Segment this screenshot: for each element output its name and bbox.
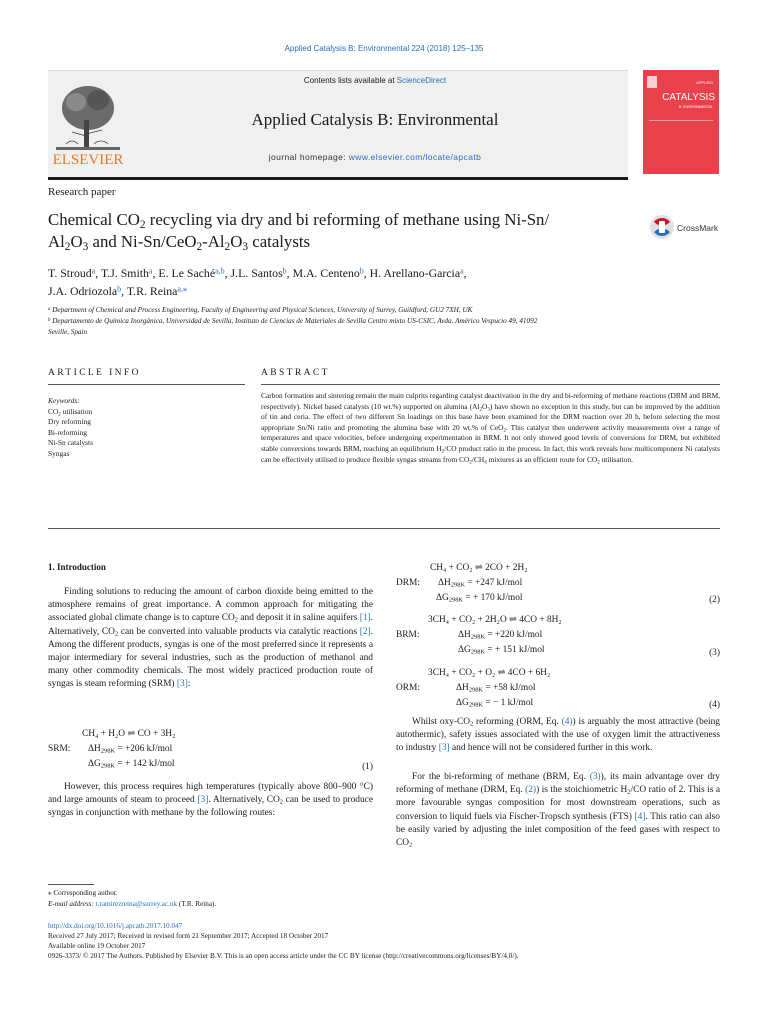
author-affiliation-marker[interactable]: b <box>117 284 122 294</box>
equation-label: BRM: <box>396 630 420 640</box>
article-type: Research paper <box>48 186 116 198</box>
corresponding-author-note: ⁎ Corresponding author. <box>48 889 118 897</box>
crossmark-icon <box>648 210 724 244</box>
affiliation-text: Seville, Spain <box>48 328 88 336</box>
abstract-text: Carbon formation and sintering remain the main culprits regarding catalyst deactivation in the dry and bi-reforming of methane reactions (DRM and BRM, respectively). Nickel based catalysts (10 wt.%) supported on alumina $(Al_2O_3)$ have shown no exception in this study, but can be improved by the addition of tin and ceria. The effect of two different Sn loadings on this base have been examined for the DRM reaction over 20 h, before selecting the most appropriate Sn/Ni ratio and promoting the alumina base with 20 wt.% of CeO$_2$. This catalyst then underwent activity measurements over a range of temperatures and space velocities, before undergoing experimentation in BRM. It not only showed good levels of conversions for DRM, but exhibited stable conversions towards BRM, reaching an equilibrium $H_2/CO$ product ratio in the process. In fact, this work reveals how multicomponent Ni catalysts can be effectively utilised to produce flexible syngas streams from $CO_2/CH_4$ mixtures as an efficient route for $CO_2$ utilisation. <box>261 391 720 465</box>
author-name[interactable]: E. Le Saché <box>158 266 216 280</box>
author-affiliation-marker[interactable]: b <box>282 266 287 276</box>
equation-reaction: CH₄ + H₂O ⇌ CO + 3H₂ <box>82 729 176 739</box>
journal-reference-link[interactable]: Applied Catalysis B: Environmental 224 (2018) 125–135 <box>284 44 484 53</box>
available-online: Available online 19 October 2017 <box>48 942 146 950</box>
affiliation <box>48 305 688 316</box>
citation-link[interactable]: [3] <box>176 679 188 690</box>
homepage-label: journal homepage: <box>268 152 349 162</box>
footnotes <box>48 888 216 910</box>
divider <box>261 384 720 385</box>
equation-label: SRM: <box>48 744 71 754</box>
author-affiliation-marker[interactable]: a <box>460 266 464 276</box>
equation-srm <box>48 727 373 773</box>
equation-brm <box>396 613 720 659</box>
equation-drm <box>396 561 720 607</box>
equation-reaction: 3CH₄ + CO₂ + 2H₂O ⇌ 4CO + 8H₂ <box>428 615 562 625</box>
author-name[interactable]: T.J. Smith <box>100 266 149 280</box>
equation-number: (4) <box>709 700 720 710</box>
author-list <box>48 264 648 300</box>
abstract-heading: ABSTRACT <box>261 368 330 378</box>
author-name[interactable]: T. Stroud <box>48 266 92 280</box>
contents-prefix: Contents lists available at <box>303 76 397 85</box>
intro-paragraph: However, this process requires high temperatures (typically above 800–900 °C) and large amounts of steam to proceed [3]. Alternatively, $CO_2$ can be used to produce syngas in conjunction with methane by the following routes: <box>48 782 374 819</box>
keyword-item: Ni-Sn catalysts <box>48 438 93 448</box>
publication-info <box>48 921 728 961</box>
keywords-block <box>48 396 248 460</box>
copyright-line: 0926-3373/ © 2017 The Authors. Published by Elsevier B.V. This is an open access article under the CC BY license (http://creativecommons.org/licenses/BY/4.0/). <box>48 952 519 960</box>
author-affiliation-marker[interactable]: a,⁎ <box>177 284 187 294</box>
section-heading-introduction: 1. Introduction <box>48 562 106 572</box>
body-paragraph: For the bi-reforming of methane (BRM, Eq. (3)), its main advantage over dry reforming of methane (DRM, Eq. (2)) is the stoichiometric $H_2/CO$ ratio of 2. This is a more favourable syngas composition for most downstream operations, such as conversion to liquid fuels via Fischer-Tropsch synthesis (FTS) [4]. This ratio can also be easily varied by adjusting the inlet composition of the feed gases with respect to $CO_2$ <box>396 772 721 849</box>
citation-link[interactable]: [1] <box>359 613 371 624</box>
citation-link[interactable]: [3] <box>197 795 209 806</box>
title-part: $Al_2O_3$ and $Ni-Sn/CeO_2-Al_2O_3$ catalysts <box>48 232 311 253</box>
equation-link[interactable]: (3) <box>589 772 601 782</box>
author-affiliation-marker[interactable]: a <box>91 266 96 276</box>
equation-gibbs: $\Delta G_{298K}$ = − 1 kJ/mol <box>456 698 534 709</box>
divider <box>48 384 245 385</box>
footnote-divider <box>48 884 94 885</box>
paragraph-end: following routes: <box>210 808 276 819</box>
body-paragraph: Whilst oxy-$CO_2$ reforming (ORM, Eq. (4)) is arguably the most attractive (being autothermic), safety issues associated with the use of oxygen limit the attractiveness to industry [3] and hence will not be considered further in this work. <box>396 717 720 754</box>
equation-reaction: 3CH₄ + CO₂ + O₂ ⇌ 4CO + 6H₂ <box>428 668 551 678</box>
equation-enthalpy: $\Delta H_{298K} = +206$ kJ/mol <box>88 744 173 755</box>
homepage-link[interactable]: www.elsevier.com/locate/apcatb <box>348 152 482 162</box>
equation-reaction: CH₄ + CO₂ ⇌ 2CO + 2H₂ <box>430 563 528 573</box>
sciencedirect-link[interactable]: ScienceDirect <box>396 76 447 85</box>
journal-name: Applied Catalysis B: Environmental <box>251 110 499 129</box>
affiliation-text: Departamento de Química Inorgánica, Universidad de Sevilla, Instituto de Ciencias de Materiales de Sevilla Centro mixto US-CSIC, Avda. Américo Vespucio 49, 41092 <box>52 317 538 325</box>
journal-cover-art <box>643 70 719 174</box>
author-name[interactable]: T.R. Reina <box>126 284 178 298</box>
keyword-item: Syngas <box>48 448 70 458</box>
equation-orm <box>396 666 720 712</box>
doi-link[interactable]: http://dx.doi.org/10.1016/j.apcatb.2017.10.047 <box>48 922 183 930</box>
equation-enthalpy: $\Delta H_{298K} = +58$ kJ/mol <box>456 683 536 694</box>
keyword-item: Bi-reforming <box>48 427 87 437</box>
author-affiliation-marker[interactable]: b <box>359 266 364 276</box>
affiliation-marker: b <box>48 317 51 323</box>
keyword-item: Dry reforming <box>48 417 91 427</box>
equation-label: ORM: <box>396 683 420 693</box>
keyword-item: $CO_2$ utilisation <box>48 406 93 417</box>
affiliation-marker: a <box>48 306 51 312</box>
cover-title-text: CATALYSIS <box>662 92 715 103</box>
email-note: E-mail address: t.ramirezreina@surrey.ac.uk (T.R. Reina). <box>48 900 217 908</box>
journal-cover-thumbnail[interactable] <box>643 70 719 174</box>
equation-gibbs: $\Delta G_{298K}$ = + 151 kJ/mol <box>458 645 545 656</box>
crossmark-badge[interactable] <box>648 210 724 244</box>
author-name[interactable]: H. Arellano-Garcia <box>369 266 461 280</box>
journal-homepage-line <box>140 152 610 162</box>
affiliation-text: Department of Chemical and Process Engineering, Faculty of Engineering and Physical Sciences, University of Surrey, Guildford, GU2 7XH, UK <box>52 306 473 314</box>
equation-link[interactable]: (4) <box>561 717 573 727</box>
cover-top-text: APPLIED <box>696 80 713 85</box>
author-name[interactable]: J.L. Santos <box>230 266 283 280</box>
affiliation <box>48 316 688 327</box>
equation-link[interactable]: (2) <box>525 785 537 796</box>
intro-paragraph: Finding solutions to reducing the amount of carbon dioxide being emitted to the atmosphere remains of great importance. A common approach for mitigating the associated global climate change is to capture $CO_2$ and deposit it in saline aquifers [1]. Alternatively, $CO_2$ can be converted into valuable products via catalytic reactions [2]. Among the different products, syngas is one of the most preferred since it represents a major intermediary for several industries, such as the production of methanol and many other commodity chemicals. The most widely practiced production route of syngas is steam reforming (SRM) [3]: <box>48 587 373 690</box>
keywords-label: Keywords: <box>48 396 80 405</box>
citation-link[interactable]: [2] <box>359 626 371 637</box>
author-affiliation-marker[interactable]: a,b <box>215 266 225 276</box>
author-name[interactable]: M.A. Centeno <box>292 266 360 280</box>
author-name[interactable]: J.A. Odriozola <box>48 284 118 298</box>
equation-enthalpy: $\Delta H_{298K} = +247$ kJ/mol <box>438 578 523 589</box>
article-title <box>48 209 638 253</box>
elsevier-wordmark: ELSEVIER <box>52 152 124 168</box>
crossmark-label: CrossMark <box>677 223 719 233</box>
author-affiliation-marker[interactable]: a <box>148 266 153 276</box>
equation-number: (1) <box>362 762 373 772</box>
received-dates: Received 27 July 2017; Received in revised form 21 September 2017; Accepted 18 October 2017 <box>48 932 329 940</box>
citation-link[interactable]: [4] <box>634 811 646 822</box>
email-link[interactable]: t.ramirezreina@surrey.ac.uk <box>95 900 178 908</box>
article-info-heading: ARTICLE INFO <box>48 368 141 378</box>
equation-enthalpy: $\Delta H_{298K} = +220$ kJ/mol <box>458 630 543 641</box>
title-part: Chemical $CO_2$ recycling via dry and bi reforming of methane using Ni-Sn/ <box>48 210 550 231</box>
citation-link[interactable]: [3] <box>438 743 450 754</box>
affiliations <box>48 305 688 338</box>
contents-availability-line <box>140 76 610 85</box>
elsevier-logo <box>48 74 128 170</box>
cover-subtitle-text: B: ENVIRONMENTAL <box>678 105 713 109</box>
equation-number: (3) <box>709 648 720 658</box>
divider <box>48 528 720 529</box>
author-line: T. Stroud$^a$, T.J. Smith$^a$, E. Le Saché$^{a,b}$, J.L. Santos$^b$, M.A. Centeno$^b$, H. Arellano-Garcia$^a$, <box>48 266 467 280</box>
equation-label: DRM: <box>396 578 420 588</box>
affiliation <box>48 327 688 338</box>
author-line: J.A. Odriozola$^b$, T.R. Reina$^{a,⁎}$ <box>48 284 187 298</box>
equation-gibbs: $\Delta G_{298K}$ = + 142 kJ/mol <box>88 759 175 770</box>
equation-gibbs: $\Delta G_{298K}$ = + 170 kJ/mol <box>436 593 523 604</box>
equation-number: (2) <box>709 595 720 605</box>
